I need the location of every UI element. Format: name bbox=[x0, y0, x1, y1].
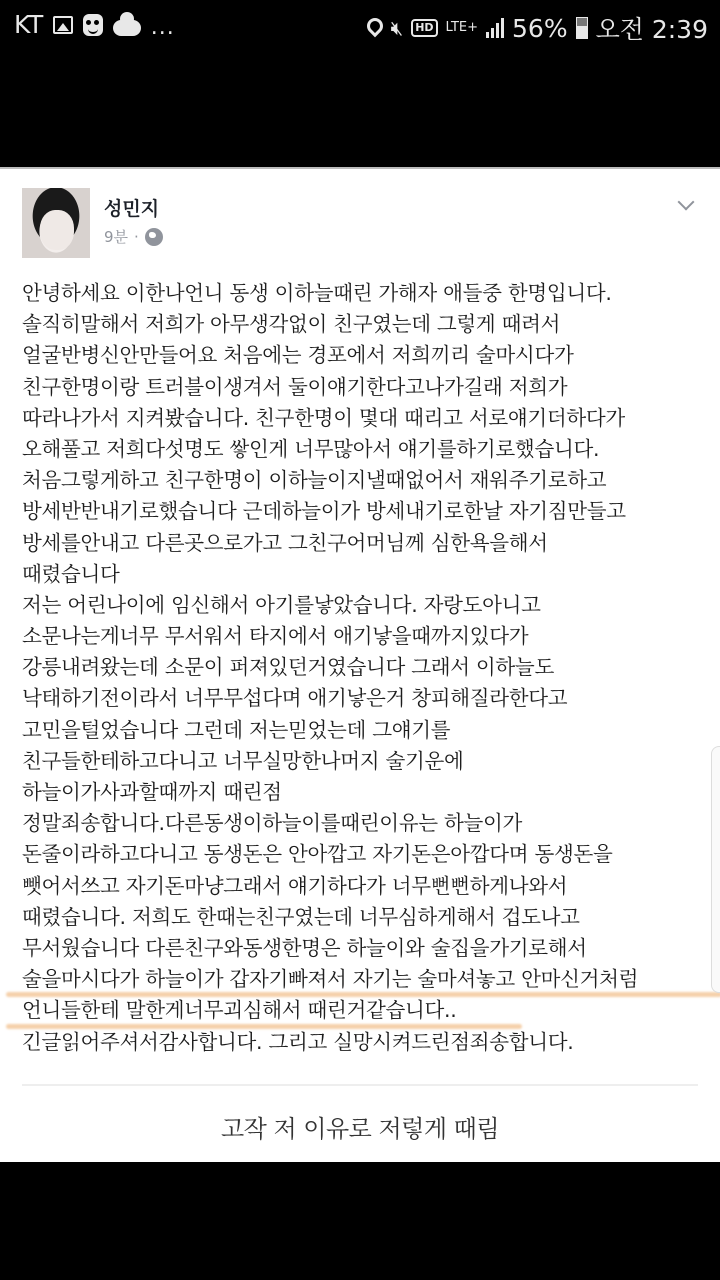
chevron-down-icon[interactable] bbox=[678, 194, 695, 211]
avatar[interactable] bbox=[22, 188, 90, 258]
post-line: 고민을털었습니다 그런데 저는믿었는데 그얘기를 bbox=[22, 717, 451, 742]
lte-plus-icon: LTE+ bbox=[445, 20, 479, 35]
post-line: 방세를안내고 다른곳으로가고 그친구어머님께 심한욕을해서 bbox=[22, 530, 548, 555]
status-bar bbox=[0, 0, 720, 52]
post-line: 무서웠습니다 다른친구와동생한명은 하늘이와 술집을가기로해서 bbox=[22, 935, 587, 960]
divider bbox=[22, 1084, 698, 1086]
cloud-icon bbox=[113, 20, 141, 36]
battery-icon bbox=[576, 17, 588, 39]
post-line: 하늘이가사과할때까지 때린점 bbox=[22, 780, 282, 804]
author-name[interactable]: 성민지 bbox=[104, 198, 160, 220]
post-line: 저는 어린나이에 임신해서 아기를낳았습니다. 자랑도아니고 bbox=[22, 592, 541, 617]
smile-app-icon bbox=[83, 14, 103, 36]
avatar-face bbox=[40, 210, 74, 250]
post-line: 소문나는게너무 무서워서 타지에서 애기낳을때까지있다가 bbox=[22, 624, 529, 649]
more-notifications-icon: ... bbox=[150, 15, 175, 40]
post-line: 친구들한테하고다니고 너무실망한나머지 술기운에 bbox=[22, 748, 464, 773]
post-time[interactable]: 9분 bbox=[104, 228, 129, 246]
globe-icon bbox=[145, 228, 163, 246]
post-line: 솔직히말해서 저희가 아무생각없이 친구였는데 그렇게 때려서 bbox=[22, 312, 561, 337]
mute-vibrate-icon: 🔇︎ bbox=[390, 16, 404, 40]
clock: 오전 2:39 bbox=[595, 15, 708, 44]
post-line: 따라나가서 지켜봤습니다. 친구한명이 몇대 때리고 서로얘기더하다가 bbox=[22, 405, 625, 430]
meta-separator: · bbox=[134, 227, 139, 246]
post-line: 안녕하세요 이한나언니 동생 이하늘때린 가해자 애들중 한명입니다. bbox=[22, 281, 612, 305]
location-icon bbox=[363, 15, 386, 38]
caption-text: 고작 저 이유로 저렇게 때림 bbox=[220, 1115, 500, 1143]
post-line: 오해풀고 저희다섯명도 쌓인게 너무많아서 얘기를하기로했습니다. bbox=[22, 436, 600, 461]
facebook-post-card bbox=[0, 167, 720, 1162]
post-meta bbox=[104, 226, 163, 247]
post-line: 친구한명이랑 트러블이생겨서 둘이얘기한다고나가길래 저희가 bbox=[22, 374, 568, 399]
post-line: 정말죄송합니다.다른동생이하늘이를때린이유는 하늘이가 bbox=[22, 811, 523, 836]
post-line: 얼굴반병신안만들어요 처음에는 경포에서 저희끼리 술마시다가 bbox=[22, 343, 574, 368]
battery-percent: 56% bbox=[512, 13, 568, 43]
gallery-icon bbox=[53, 16, 73, 34]
scrollbar[interactable] bbox=[711, 746, 720, 993]
post-line: 돈줄이라하고다니고 동생돈은 안아깝고 자기돈은아깝다며 동생돈을 bbox=[22, 842, 613, 867]
hd-voice-icon: HD bbox=[411, 19, 437, 37]
carrier-label: KT bbox=[14, 10, 43, 39]
signal-icon bbox=[486, 18, 504, 38]
post-line: 때렸습니다. 저희도 한때는친구였는데 너무심하게해서 겁도나고 bbox=[22, 904, 580, 929]
post-line: 긴글읽어주셔서감사합니다. 그리고 실망시켜드린점죄송합니다. bbox=[22, 1029, 574, 1054]
post-body bbox=[22, 278, 702, 1058]
post-line-highlighted: 언니들한테 말한게너무괴심해서 때린거같습니다.. bbox=[22, 995, 702, 1026]
post-line: 처음그렇게하고 친구한명이 이하늘이지낼때없어서 재워주기로하고 bbox=[22, 468, 607, 493]
status-bar-left bbox=[14, 10, 175, 39]
post-line: 방세반반내기로했습니다 근데하늘이가 방세내기로한날 자기짐만들고 bbox=[22, 499, 626, 524]
post-line: 강릉내려왔는데 소문이 퍼져있던거였습니다 그래서 이하늘도 bbox=[22, 655, 554, 680]
post-line-highlighted: 술을마시다가 하늘이가 갑자기빠져서 자기는 술마셔놓고 안마신거처럼 bbox=[22, 964, 702, 995]
post-line: 뺏어서쓰고 자기돈마냥그래서 얘기하다가 너무뻔뻔하게나와서 bbox=[22, 873, 568, 898]
post-line: 때렸습니다 bbox=[22, 561, 120, 586]
post-line: 낙태하기전이라서 너무무섭다며 애기낳은거 창피해질라한다고 bbox=[22, 686, 568, 711]
post-header bbox=[22, 188, 702, 258]
status-bar-right bbox=[367, 10, 708, 46]
